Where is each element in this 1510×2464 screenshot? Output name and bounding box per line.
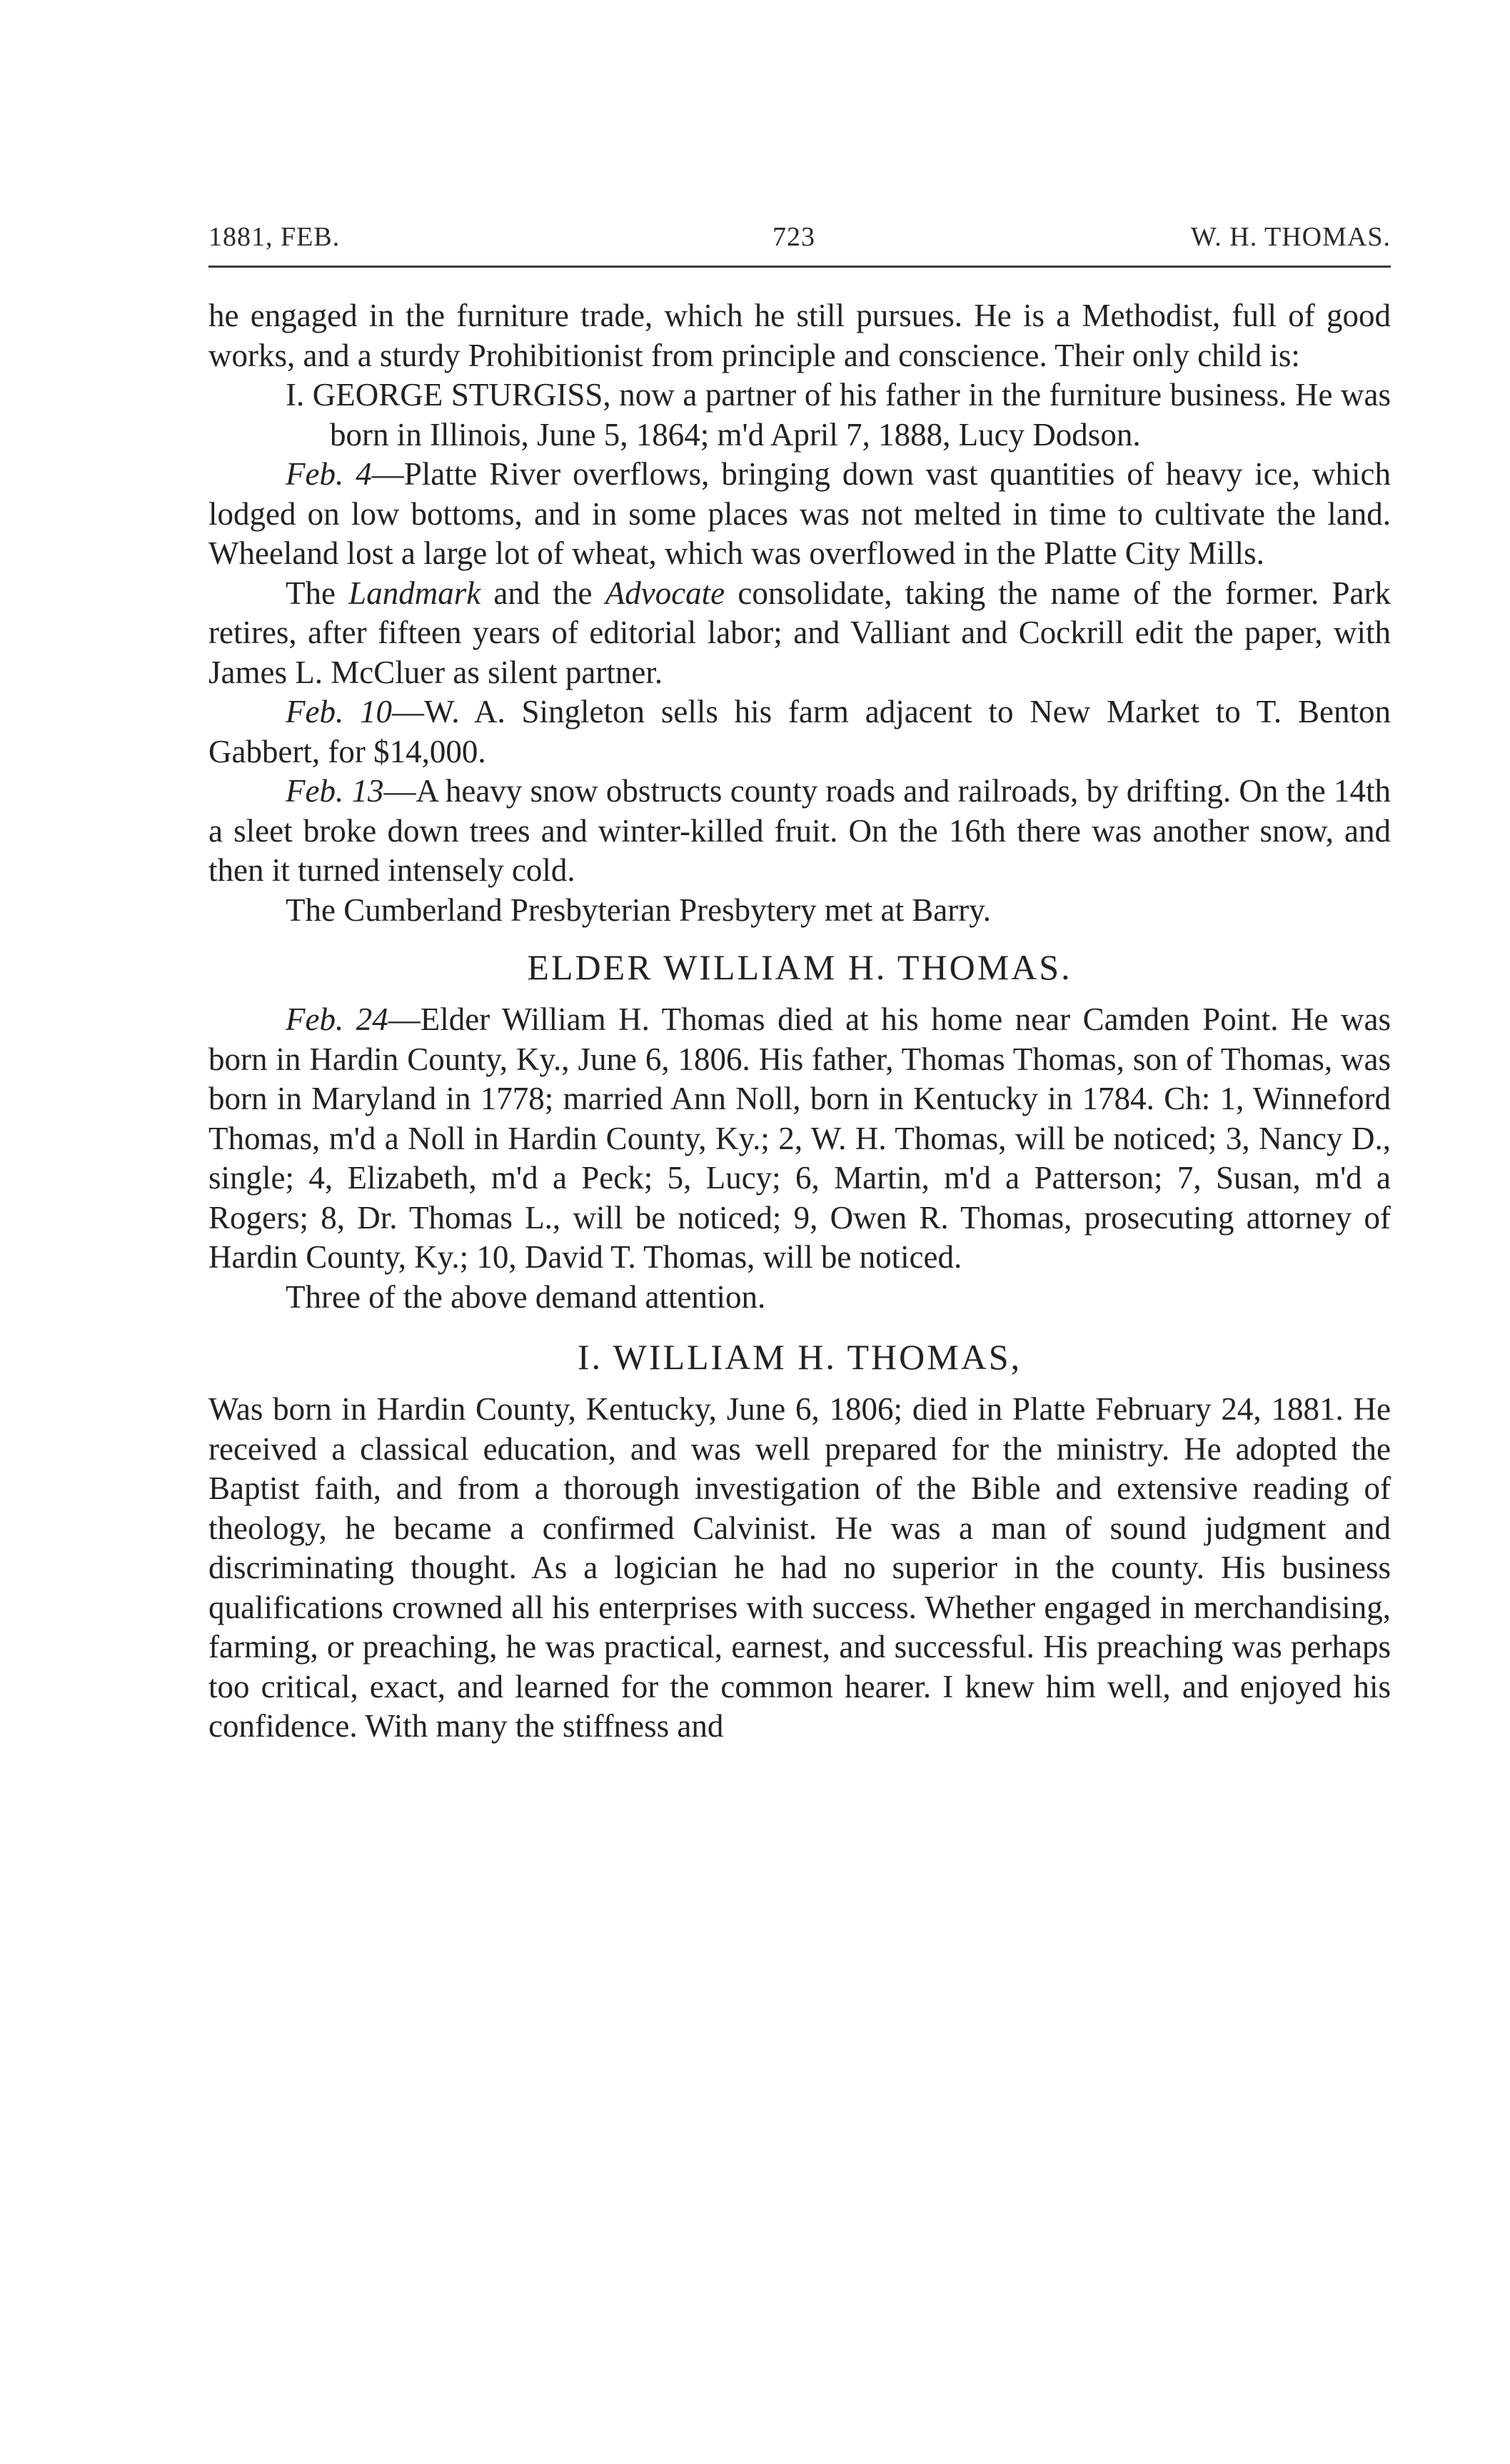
text-fragment: consolidate, taking the name of the former. Park retires, after fifteen years of editorial labor; and Valliant and Cockrill edit the paper, with James L. McCluer as silent partner. — [208, 575, 1391, 690]
running-head-title: W. H. THOMAS. — [1190, 222, 1391, 252]
entry-date: Feb. 4 — [286, 456, 372, 492]
entry-text: —A heavy snow obstructs county roads and railroads, by drifting. On the 14th a sleet broke down trees and winter-killed fruit. On the 16th there was another snow, and then it turned intensely cold. — [208, 773, 1391, 888]
paragraph-feb-13 — [208, 772, 1391, 891]
child-entry: I. GEORGE STURGISS, now a partner of his father in the furniture business. He was born in Illinois, June 5, 1864; m'd April 7, 1888, Lucy Dodson. — [286, 377, 1391, 453]
paragraph-continuation: he engaged in the furniture trade, which he still pursues. He is a Methodist, full of good works, and a sturdy Prohibitionist from principle and conscience. Their only child is: — [208, 298, 1391, 373]
entry-text: —W. A. Singleton sells his farm adjacent to New Market to T. Benton Gabbert, for $14,000. — [208, 694, 1391, 769]
text-fragment: and the — [480, 575, 605, 611]
text-fragment: The — [286, 575, 349, 611]
paragraph-presbytery: The Cumberland Presbyterian Presbytery met at Barry. — [286, 892, 992, 928]
entry-date: Feb. 24 — [286, 1001, 388, 1037]
paragraph-feb-4 — [208, 455, 1391, 574]
paragraph-feb-24 — [208, 1000, 1391, 1278]
book-page — [208, 214, 1391, 1747]
paragraph-feb-10 — [208, 692, 1391, 772]
newspaper-name: Landmark — [348, 575, 481, 611]
section-heading: ELDER WILLIAM H. THOMAS. — [527, 947, 1072, 987]
running-head-date: 1881, FEB. — [208, 222, 341, 252]
paragraph-attention: Three of the above demand attention. — [286, 1278, 766, 1315]
entry-text: —Platte River overflows, bringing down vast quantities of heavy ice, which lodged on low bottoms, and in some places was not melted in time to cultivate the land. Wheeland lost a large lot of wheat, which was overflowed in the Platte City Mills. — [208, 456, 1391, 571]
paragraph-biography: Was born in Hardin County, Kentucky, June 6, 1806; died in Platte February 24, 1881. He received a classical education, and was well prepared for the ministry. He adopted the Baptist faith, and from a thorough investigation of the Bible and extensive reading of theology, he became a confirmed Calvinist. He was a man of sound judgment and discriminating thought. As a logician he had no superior in the county. His business qualifications crowned all his enterprises with success. Whether engaged in merchandising, farming, or preaching, he was practical, earnest, and successful. His preaching was perhaps too critical, exact, and learned for the common hearer. I knew him well, and enjoyed his confidence. With many the stiffness and — [208, 1391, 1391, 1744]
running-head — [208, 214, 1391, 254]
header-rule — [208, 266, 1391, 268]
paragraph-newspapers — [208, 574, 1391, 693]
entry-date: Feb. 10 — [286, 694, 393, 729]
entry-date: Feb. 13 — [286, 773, 384, 809]
entry-text: —Elder William H. Thomas died at his home near Camden Point. He was born in Hardin County, Ky., June 6, 1806. His father, Thomas Thomas, son of Thomas, was born in Maryland in 1778; married Ann Noll, born in Kentucky in 1784. Ch: 1, Winneford Thomas, m'd a Noll in Hardin County, Ky.; 2, W. H. Thomas, will be noticed; 3, Nancy D., single; 4, Elizabeth, m'd a Peck; 5, Lucy; 6, Martin, m'd a Patterson; 7, Susan, m'd a Rogers; 8, Dr. Thomas L., will be noticed; 9, Owen R. Thomas, prosecuting attorney of Hardin County, Ky.; 10, David T. Thomas, will be noticed. — [208, 1001, 1391, 1275]
subsection-heading: I. WILLIAM H. THOMAS, — [577, 1337, 1022, 1377]
newspaper-name: Advocate — [605, 575, 725, 611]
page-number: 723 — [772, 222, 815, 252]
